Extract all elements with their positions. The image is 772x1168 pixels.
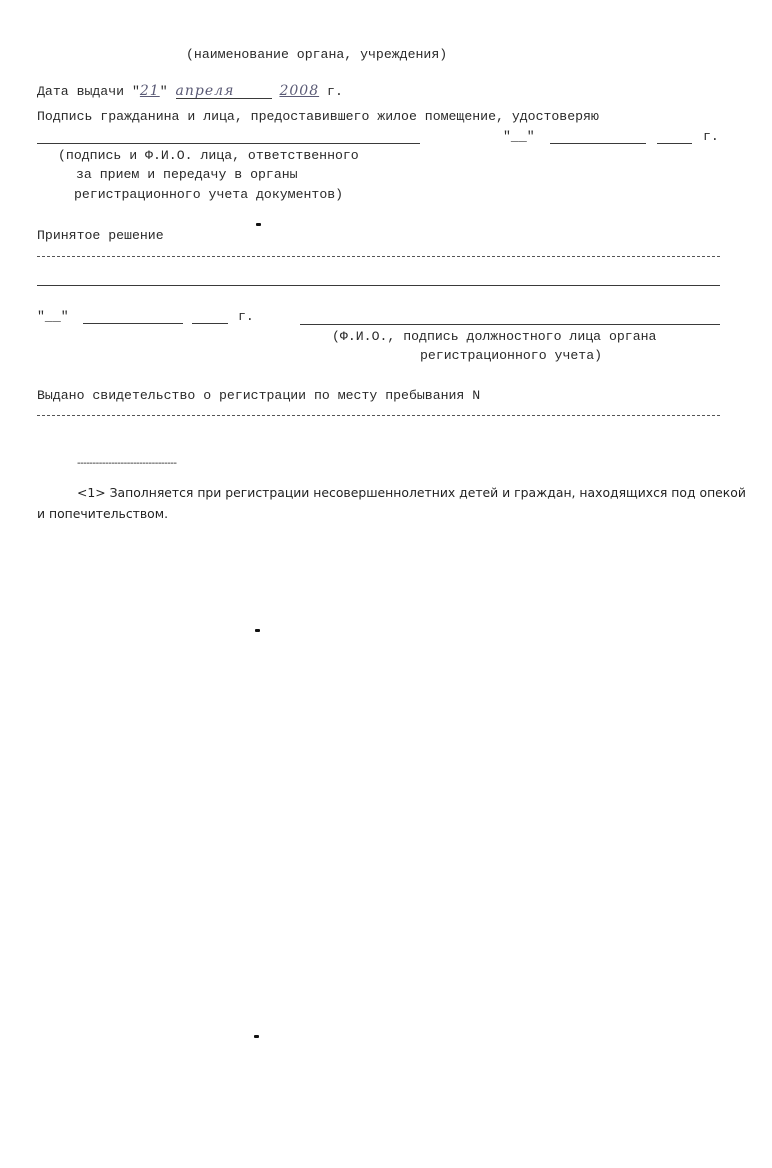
issue-date-line: Дата выдачи "21" апреля 2008 г. xyxy=(37,83,343,99)
decision-date-month-blank[interactable] xyxy=(83,323,183,324)
decision-label: Принятое решение xyxy=(37,228,164,243)
decision-date-quotes: "__" xyxy=(37,309,69,324)
official-caption-line-2: регистрационного учета) xyxy=(420,348,603,363)
issue-date-label: Дата выдачи xyxy=(37,84,125,99)
decision-line-1[interactable] xyxy=(37,256,720,257)
responsible-signature-line[interactable] xyxy=(37,143,420,144)
certification-date-quotes: "__" xyxy=(503,129,535,144)
certificate-number-line[interactable] xyxy=(37,415,720,416)
decision-date-year-blank[interactable] xyxy=(192,323,228,324)
issue-date-month[interactable]: апреля xyxy=(176,84,272,99)
official-signature-line[interactable] xyxy=(300,324,720,325)
decision-line-2[interactable] xyxy=(37,285,720,286)
certification-date-month-blank[interactable] xyxy=(550,143,646,144)
certificate-label: Выдано свидетельство о регистрации по месту пребывания N xyxy=(37,388,481,403)
scan-speck xyxy=(255,629,260,632)
responsible-caption-line-2: за прием и передачу в органы xyxy=(76,167,298,182)
footnote-separator: -------------------------------- xyxy=(77,458,177,469)
responsible-caption-line-1: (подпись и Ф.И.О. лица, ответственного xyxy=(58,148,359,163)
scan-speck xyxy=(254,1035,259,1038)
issue-date-year-suffix: г. xyxy=(327,84,343,99)
signature-statement: Подпись гражданина и лица, предоставившего жилое помещение, удостоверяю xyxy=(37,109,599,124)
issue-date-day[interactable]: 21 xyxy=(139,83,160,99)
responsible-caption-line-3: регистрационного учета документов) xyxy=(74,187,344,202)
scan-speck xyxy=(256,223,261,226)
decision-date-suffix: г. xyxy=(238,309,254,324)
certification-date-suffix: г. xyxy=(703,129,719,144)
footnote-text: <1> Заполняется при регистрации несовершеннолетних детей и граждан, находящихся под опекой и попечительством. xyxy=(37,485,746,521)
official-caption-line-1: (Ф.И.О., подпись должностного лица органа xyxy=(332,329,657,344)
issuing-authority-caption: (наименование органа, учреждения) xyxy=(186,47,448,62)
certification-date-year-blank[interactable] xyxy=(657,143,692,144)
issue-date-year[interactable]: 2008 xyxy=(279,83,320,99)
